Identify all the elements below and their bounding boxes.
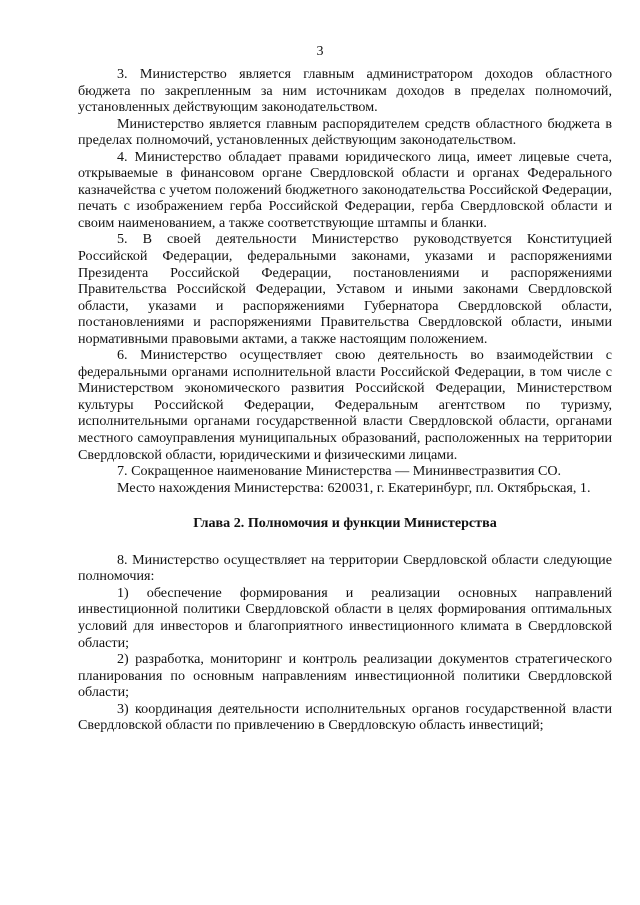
list-item-3: 3) координация деятельности исполнительных органов государственной власти Свердловской области по привлечению в Свердловскую область инвестиций; (78, 700, 612, 734)
document-body (78, 66, 612, 734)
paragraph-4: 4. Министерство обладает правами юридического лица, имеет лицевые счета, открываемые в финансовом органе Свердловской области и органах Федерального казначейства с учетом положений бюджетного законодательства Российской Федерации, печать с изображением герба Российской Федерации, герба Свердловской области и своим наименованием, а также соответствующие штампы и бланки. (78, 148, 612, 231)
paragraph-8: 8. Министерство осуществляет на территории Свердловской области следующие полномочия: (78, 551, 612, 585)
list-item-1: 1) обеспечение формирования и реализации основных направлений инвестиционной политики Свердловской области в целях формирования оптимальных условий для инвесторов и благоприятного инвестиционного климата в Свердловской области; (78, 584, 612, 651)
paragraph-3-continued: Министерство является главным распорядителем средств областного бюджета в пределах полномочий, установленных действующим законодательством. (78, 115, 612, 149)
paragraph-5: 5. В своей деятельности Министерство руководствуется Конституцией Российской Федерации, федеральными законами, указами и распоряжениями Президента Российской Федерации, постановлениями и распоряжениями Правительства Российской Федерации, Уставом и иными законами Свердловской области, указами и распоряжениями Губернатора Свердловской области, постановлениями и распоряжениями Правительства Свердловской области, иными нормативными правовыми актами, а также настоящим положением. (78, 231, 612, 347)
list-item-2: 2) разработка, мониторинг и контроль реализации документов стратегического планирования по основным направлениям инвестиционной политики Свердловской области; (78, 651, 612, 701)
paragraph-6: 6. Министерство осуществляет свою деятельность во взаимодействии с федеральными органами исполнительной власти Российской Федерации, в том числе с Министерством экономического развития Российской Федерации, Министерством культуры Российской Федерации, Федеральным агентством по туризму, исполнительными органами государственной власти Свердловской области, органами местного самоуправления муниципальных образований, расположенных на территории Свердловской области, юридическими и физическими лицами. (78, 347, 612, 463)
paragraph-7: 7. Сокращенное наименование Министерства — Мининвестразвития СО. (117, 463, 562, 480)
page-number: 3 (316, 44, 324, 59)
paragraph-3: 3. Министерство является главным администратором доходов областного бюджета по закрепленным за ним источникам доходов в пределах полномочий, установленных действующим законодательством. (78, 66, 612, 116)
chapter-heading: Глава 2. Полномочия и функции Министерства (193, 515, 497, 532)
paragraph-location: Место нахождения Министерства: 620031, г. Екатеринбург, пл. Октябрьская, 1. (117, 479, 591, 496)
